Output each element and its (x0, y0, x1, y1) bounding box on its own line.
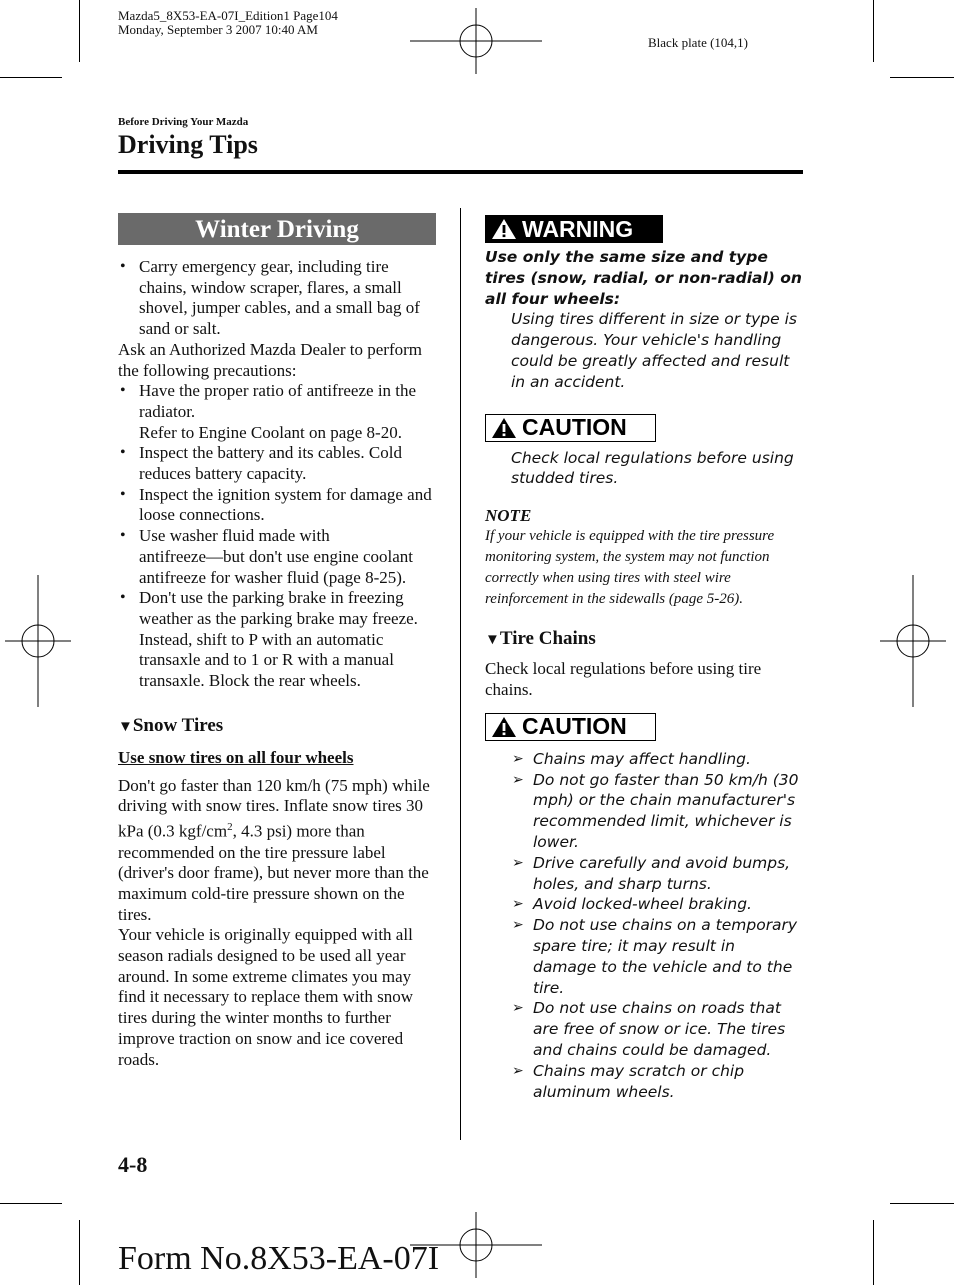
left-column (118, 213, 436, 1070)
list-item (512, 1061, 803, 1103)
arrowhead-right-icon: ➢ (512, 1062, 524, 1079)
tire-chains-heading (485, 628, 803, 650)
right-column (485, 215, 803, 1102)
crop-mark (79, 1220, 80, 1285)
caution-1-body: Check local regulations before using studded tires. (511, 448, 794, 488)
list-item: • Have the proper ratio of antifreeze in the radiator. Refer to Engine Coolant on page 8-20. (118, 381, 436, 443)
warning-lead: Use only the same size and type tires (snow, radial, or non-radial) on all four wheels: (485, 248, 802, 308)
tire-chains-caution-list (485, 749, 803, 1103)
caution-triangle-icon (491, 716, 517, 738)
crop-mark (873, 0, 874, 62)
caution-item-text: Chains may affect handling. (533, 749, 751, 768)
registration-mark-icon (410, 8, 542, 74)
section-label: Before Driving Your Mazda (118, 116, 249, 128)
snow-tires-text (118, 776, 436, 1071)
list-item: • Don't use the parking brake in freezing weather as the parking brake may freeze. Instead, shift to P with an automatic transaxle and to 1 or R with a manual transaxle. Block the rear wheels. (118, 588, 436, 692)
snow-p1-b: , 4.3 psi) more than recommended on the tire pressure label (driver's door frame), but never more than the maximum cold-tire pressure shown on the tires. (118, 821, 429, 924)
caution-box-2 (485, 713, 656, 741)
arrowhead-right-icon: ➢ (512, 1000, 524, 1017)
caution-label-1: CAUTION (522, 414, 627, 441)
note-body: If your vehicle is equipped with the tire pressure monitoring system, the system may not function correctly when using tires with steel wire reinforcement in the sidewalls (page 5-26). (485, 528, 775, 607)
snow-tires-paragraph-2: Your vehicle is originally equipped with all season radials designed to be used all year around. In some extreme climates you may find it necessary to replace them with snow tires during the winter months to further improve traction on snow and ice covered roads. (118, 925, 414, 1069)
registration-mark-icon (5, 575, 71, 707)
snow-tires-paragraph-1 (118, 776, 436, 926)
triangle-down-icon: ▼ (118, 718, 133, 735)
winter-content (118, 257, 436, 692)
caution-item-text: Do not go faster than 50 km/h (30 mph) or the chain manufacturer's recommended limit, whichever is lower. (533, 770, 799, 851)
list-item: • Use washer fluid made with antifreeze―but don't use engine coolant antifreeze for washer fluid (page 8-25). (118, 526, 436, 588)
print-meta-line2: Monday, September 3 2007 10:40 AM (118, 22, 318, 37)
arrowhead-right-icon: ➢ (512, 750, 524, 767)
list-item (512, 894, 803, 915)
crop-mark (890, 1203, 954, 1204)
crop-mark (0, 1203, 62, 1204)
winter-driving-banner: Winter Driving (118, 213, 436, 245)
warning-body: Using tires different in size or type is dangerous. Your vehicle's handling could be greatly affected and result in an accident. (511, 310, 797, 391)
title-rule (118, 170, 803, 174)
caution-item-text: Avoid locked-wheel braking. (533, 895, 752, 914)
list-item (512, 853, 803, 895)
ask-dealer-text: Ask an Authorized Mazda Dealer to perform the following precautions: (118, 339, 422, 380)
print-meta-line1: Mazda5_8X53-EA-07I_Edition1 Page104 (118, 8, 338, 23)
arrowhead-right-icon: ➢ (512, 771, 524, 788)
caution-box-1 (485, 414, 656, 442)
list-item (512, 998, 803, 1060)
tire-chains-body: Check local regulations before using tire chains. (485, 659, 762, 700)
warning-label: WARNING (522, 215, 634, 242)
snow-tires-heading-text: Snow Tires (132, 714, 224, 736)
snow-tires-subheading: Use snow tires on all four wheels (118, 747, 354, 767)
list-item: • Carry emergency gear, including tire chains, window scraper, flares, a small shovel, jumper cables, and a small bag of sand or salt. (118, 257, 436, 340)
column-divider (460, 208, 461, 1140)
registration-mark-icon (880, 575, 946, 707)
arrowhead-right-icon: ➢ (512, 917, 524, 934)
caution-item-text: Drive carefully and avoid bumps, holes, and sharp turns. (533, 853, 791, 893)
page-number: 4-8 (118, 1152, 148, 1177)
page-title: Driving Tips (118, 130, 258, 159)
snow-tires-heading (118, 715, 436, 737)
list-item: • Inspect the battery and its cables. Cold reduces battery capacity. (118, 443, 436, 484)
crop-mark (79, 0, 80, 62)
list-item (512, 749, 803, 770)
caution-item-text: Do not use chains on roads that are free of snow or ice. The tires and chains could be damaged. (533, 999, 786, 1059)
arrowhead-right-icon: ➢ (512, 854, 524, 871)
emergency-gear-list (118, 257, 436, 340)
black-plate-label: Black plate (104,1) (648, 35, 748, 50)
caution-triangle-icon (491, 417, 517, 439)
caution-item-text: Do not use chains on a temporary spare tire; it may result in damage to the vehicle and to the tire. (533, 916, 798, 997)
list-item: • Inspect the ignition system for damage and loose connections. (118, 485, 436, 526)
note-heading: NOTE (485, 506, 532, 526)
caution-label-2: CAUTION (522, 713, 627, 740)
list-item (512, 770, 803, 853)
crop-mark (873, 1220, 874, 1285)
tire-chains-heading-text: Tire Chains (499, 628, 596, 650)
print-meta (118, 9, 338, 37)
triangle-down-icon: ▼ (485, 632, 500, 649)
snow-p1-sup: 2 (227, 821, 233, 834)
crop-mark (890, 77, 954, 78)
crop-mark (0, 77, 62, 78)
warning-box (485, 215, 663, 243)
snow-p1-a: Don't go faster than 120 km/h (75 mph) while driving with snow tires. Inflate snow tires 30 kPa (0.3 kgf/cm (118, 775, 430, 841)
precautions-list (118, 381, 436, 692)
warning-triangle-icon (491, 218, 517, 240)
list-item (512, 915, 803, 998)
arrowhead-right-icon: ➢ (512, 896, 524, 913)
caution-item-text: Chains may scratch or chip aluminum wheels. (533, 1061, 745, 1101)
form-number: Form No.8X53-EA-07I (118, 1240, 440, 1277)
